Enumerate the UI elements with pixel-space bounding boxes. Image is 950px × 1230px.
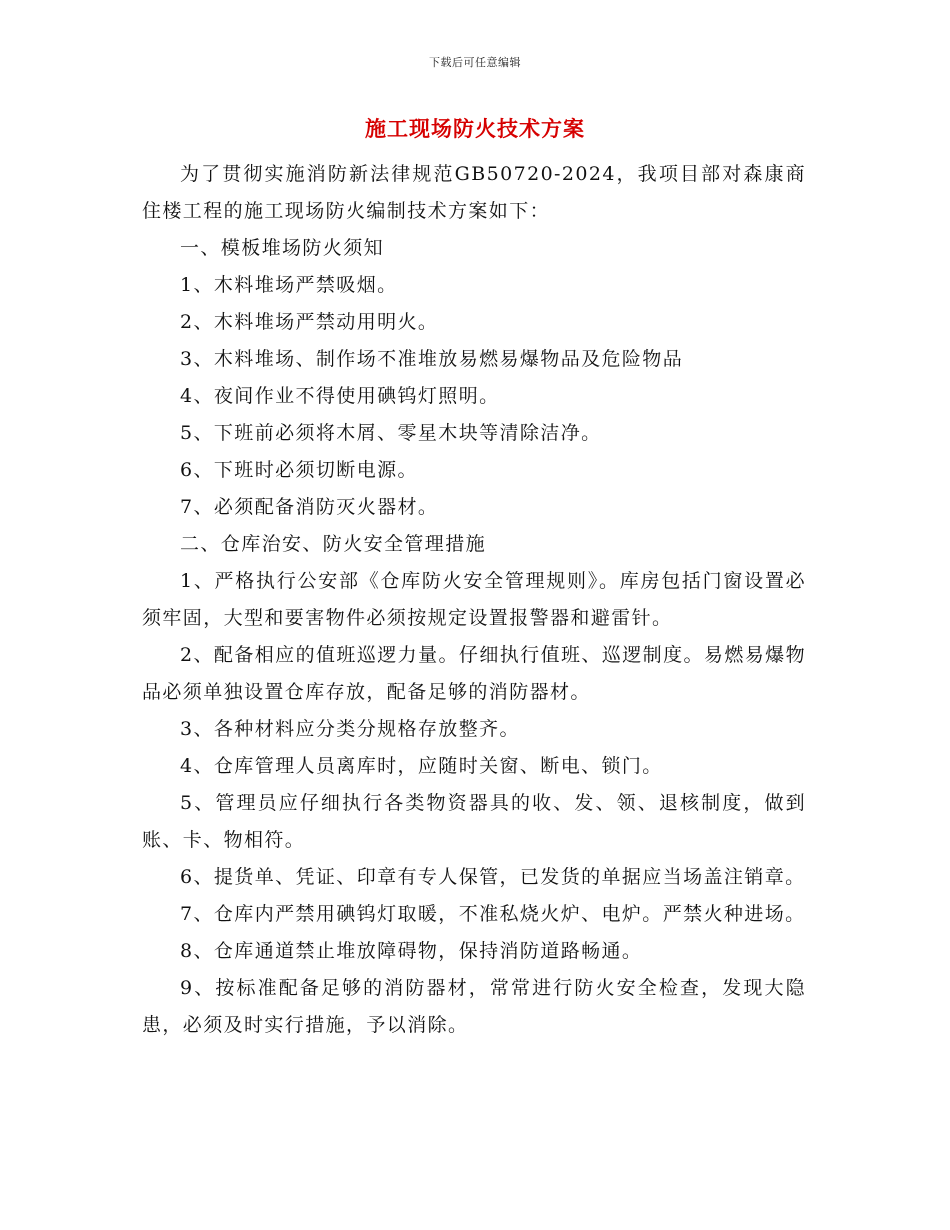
list-item: 4、仓库管理人员离库时，应随时关窗、断电、锁门。 <box>180 755 663 777</box>
paragraph-intro: 为了贯彻实施消防新法律规范GB50720-2024，我项目部对森康商住楼工程的施工现场防火编制技术方案如下： <box>142 163 806 222</box>
header-note: 下载后可任意编辑 <box>429 56 521 69</box>
document-body <box>142 156 806 1044</box>
list-item: 7、仓库内严禁用碘钨灯取暖，不准私烧火炉、电炉。严禁火种进场。 <box>180 903 806 925</box>
list-item: 7、必须配备消防灭火器材。 <box>180 496 439 518</box>
list-item: 3、各种材料应分类分规格存放整齐。 <box>180 718 520 740</box>
list-item: 1、严格执行公安部《仓库防火安全管理规则》。库房包括门窗设置必须牢固，大型和要害物件必须按规定设置报警器和避雷针。 <box>142 570 806 629</box>
list-item: 1、木料堆场严禁吸烟。 <box>180 274 398 296</box>
list-item: 4、夜间作业不得使用碘钨灯照明。 <box>180 385 500 407</box>
list-item: 5、管理员应仔细执行各类物资器具的收、发、领、退核制度，做到账、卡、物相符。 <box>142 792 806 851</box>
list-item: 9、按标准配备足够的消防器材，常常进行防火安全检查，发现大隐患，必须及时实行措施，予以消除。 <box>142 977 806 1036</box>
list-item: 6、下班时必须切断电源。 <box>180 459 418 481</box>
list-item: 2、配备相应的值班巡逻力量。仔细执行值班、巡逻制度。易燃易爆物品必须单独设置仓库存放，配备足够的消防器材。 <box>142 644 806 703</box>
list-item: 8、仓库通道禁止堆放障碍物，保持消防道路畅通。 <box>180 940 643 962</box>
list-item: 5、下班前必须将木屑、零星木块等清除洁净。 <box>180 422 602 444</box>
list-item: 3、木料堆场、制作场不准堆放易燃易爆物品及危险物品 <box>180 348 684 370</box>
list-item: 6、提货单、凭证、印章有专人保管，已发货的单据应当场盖注销章。 <box>180 866 806 888</box>
section-heading-warehouse: 二、仓库治安、防火安全管理措施 <box>180 533 487 555</box>
document-title: 施工现场防火技术方案 <box>365 116 585 141</box>
list-item: 2、木料堆场严禁动用明火。 <box>180 311 439 333</box>
section-heading-formwork: 一、模板堆场防火须知 <box>180 237 385 259</box>
